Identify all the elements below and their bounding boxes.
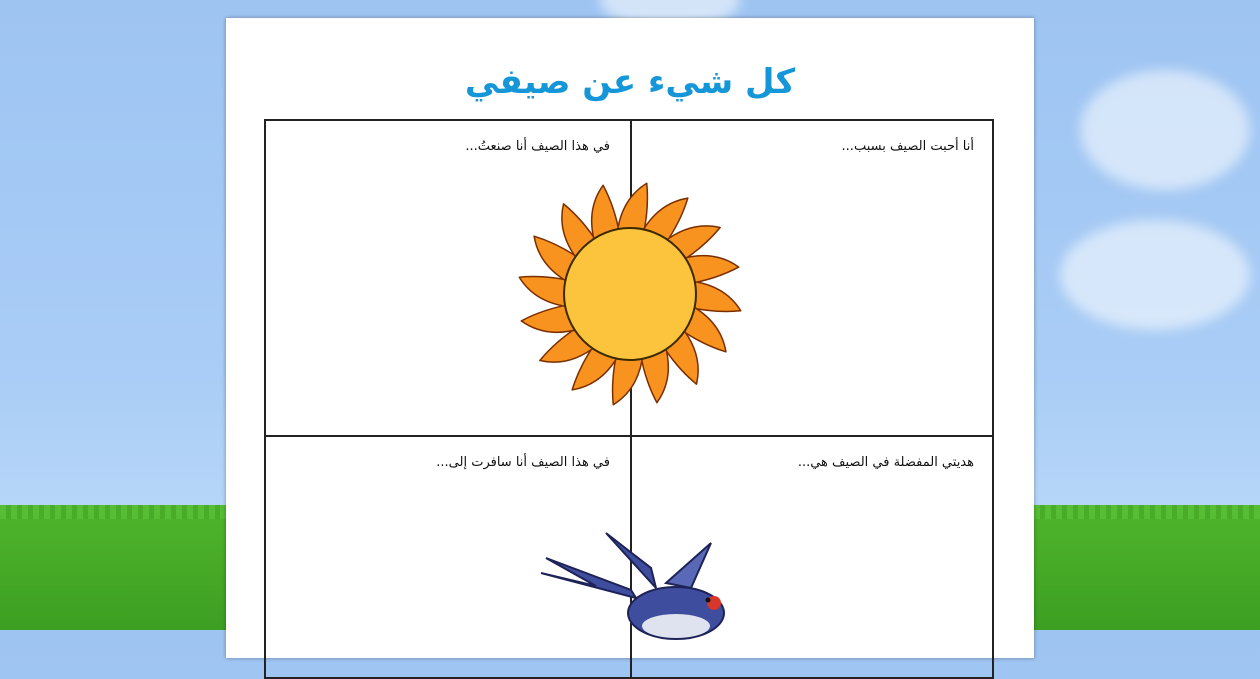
swallow-bird-illustration bbox=[536, 528, 736, 658]
cell-top-right-prompt: أنا أحبت الصيف بسبب... bbox=[841, 139, 974, 154]
cell-bottom-left-prompt: في هذا الصيف أنا سافرت إلى... bbox=[436, 455, 610, 470]
cloud bbox=[1080, 70, 1250, 190]
cell-top-left-prompt: في هذا الصيف أنا صنعتُ... bbox=[465, 139, 610, 154]
sun-illustration bbox=[514, 178, 746, 410]
cloud bbox=[1060, 220, 1250, 330]
grid-horizontal-divider bbox=[266, 435, 992, 437]
worksheet-page bbox=[226, 18, 1034, 658]
cell-bottom-right-prompt: هديتي المفضلة في الصيف هي... bbox=[797, 455, 974, 470]
worksheet-title: كل شيء عن صيفي bbox=[464, 62, 796, 102]
